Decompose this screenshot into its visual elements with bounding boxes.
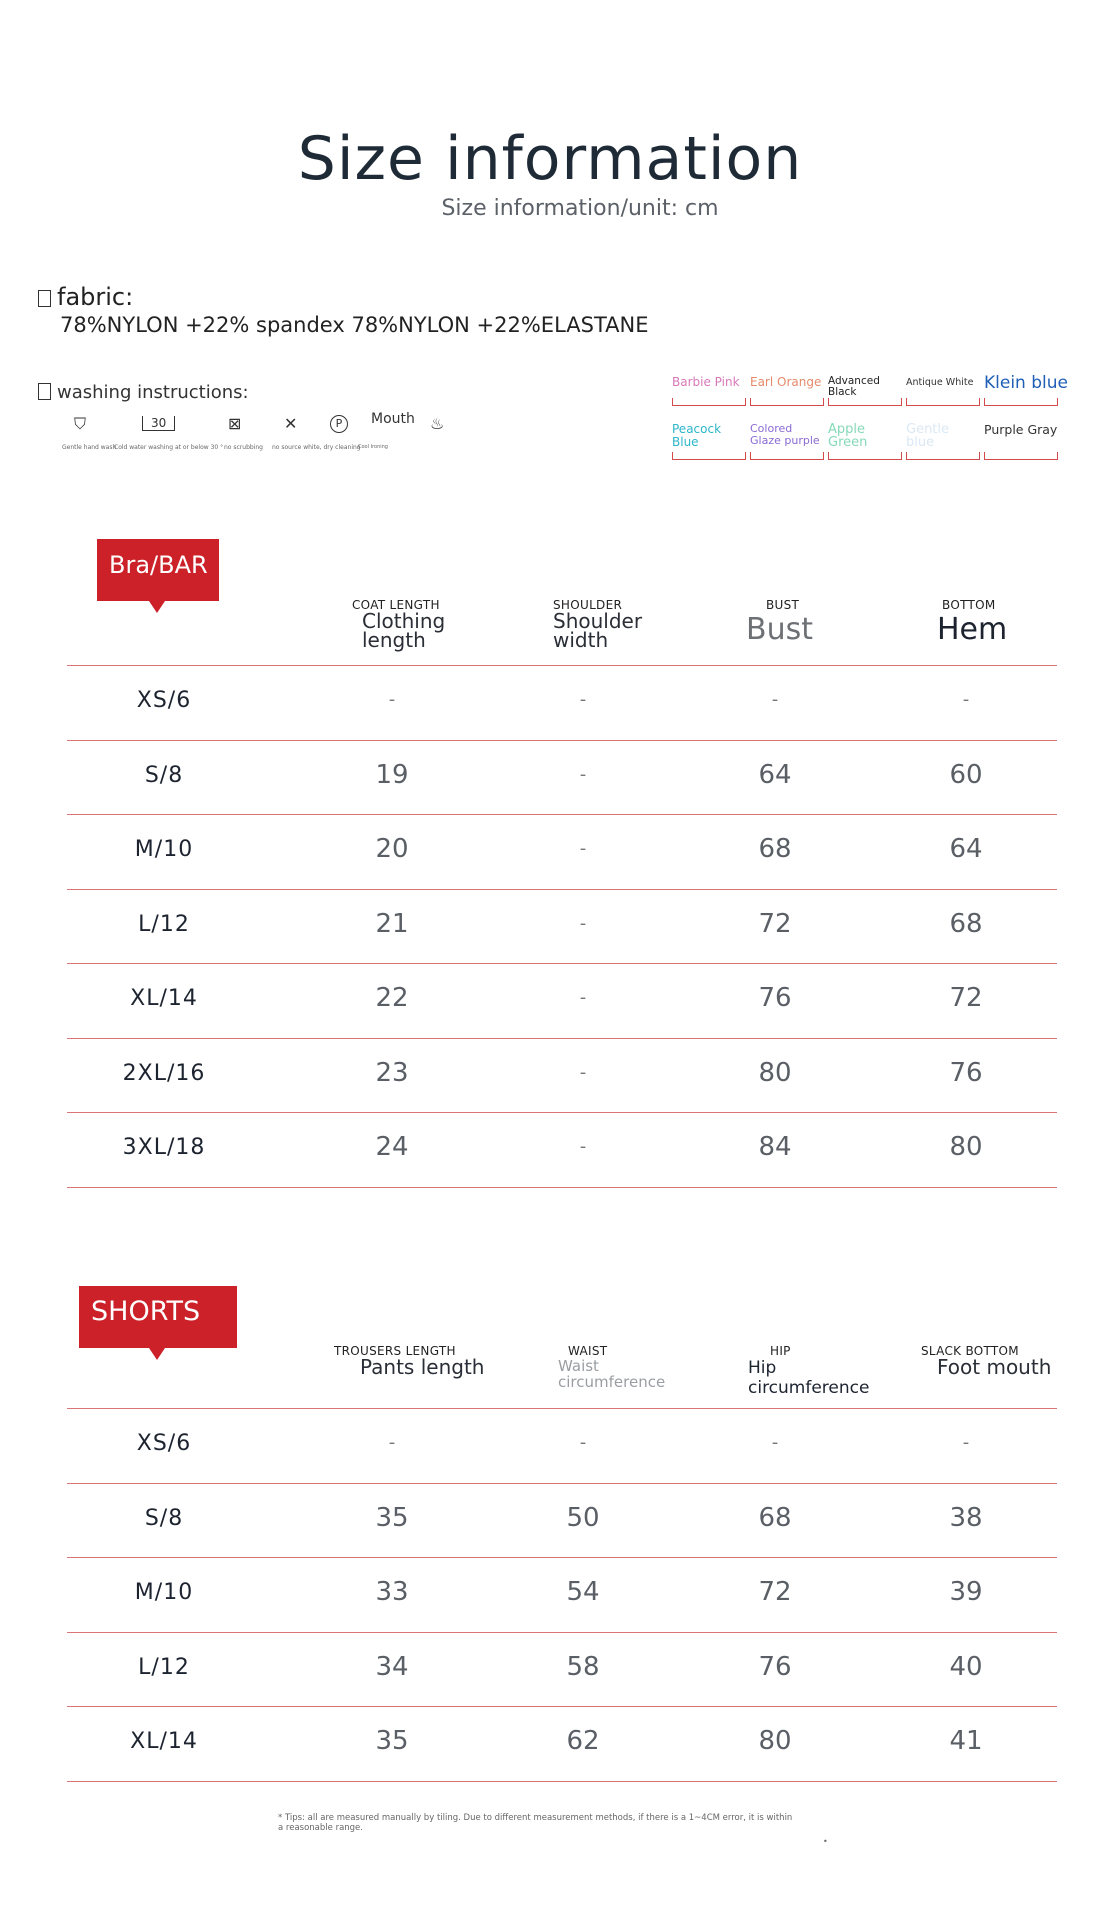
row-divider — [67, 1408, 1057, 1409]
size-cell: XL/14 — [130, 1729, 198, 1755]
header-big: Shoulder width — [553, 609, 643, 652]
icon-caption: no scrubbing — [224, 444, 263, 451]
value-cell: 20 — [375, 834, 409, 865]
value-cell: - — [771, 689, 779, 711]
icon-caption: Cool Ironing — [358, 444, 388, 450]
header-small: HIP — [770, 1344, 791, 1358]
tag-pointer — [149, 1348, 165, 1360]
swatch-bracket — [984, 398, 1058, 406]
color-swatch[interactable] — [672, 376, 746, 389]
tag-pointer — [149, 601, 165, 613]
row-divider — [67, 1781, 1057, 1782]
color-label: Antique White — [906, 377, 974, 388]
value-cell: 24 — [375, 1132, 409, 1163]
mouth-text: Mouth — [371, 411, 415, 427]
icon-caption: no source white, dry cleaning — [272, 444, 361, 451]
value-cell: 62 — [566, 1726, 600, 1757]
value-cell: - — [579, 912, 587, 934]
color-label: Barbie Pink — [672, 375, 740, 389]
checkbox-glyph-icon — [38, 383, 51, 400]
value-cell: 80 — [758, 1726, 792, 1757]
value-cell: 68 — [949, 908, 983, 939]
row-divider — [67, 1706, 1057, 1707]
color-label: Apple Green — [828, 422, 868, 450]
page-title: Size information — [297, 124, 803, 194]
checkbox-glyph-icon — [38, 290, 51, 307]
header-small: TROUSERS LENGTH — [334, 1344, 456, 1358]
value-cell: 35 — [375, 1726, 409, 1757]
value-cell: 76 — [949, 1057, 983, 1088]
value-cell: 72 — [949, 983, 983, 1014]
color-swatch[interactable] — [906, 376, 980, 389]
swatch-bracket — [906, 398, 980, 406]
value-cell: 50 — [566, 1502, 600, 1533]
value-cell: - — [579, 763, 587, 785]
row-divider — [67, 963, 1057, 964]
tips-note: * Tips: all are measured manually by tiling. Due to different measurement methods, if there is a 1~4CM error, it is within a reasonable range. — [278, 1813, 793, 1833]
header-small: SHOULDER — [553, 598, 623, 612]
header-big: Bust — [746, 612, 813, 647]
value-cell: 40 — [949, 1651, 983, 1682]
color-label: Colored Glaze purple — [750, 422, 820, 447]
size-cell: L/12 — [138, 911, 190, 937]
value-cell: 76 — [758, 1651, 792, 1682]
size-cell: 2XL/16 — [122, 1060, 206, 1086]
size-cell: XL/14 — [130, 986, 198, 1012]
value-cell: - — [771, 1432, 779, 1454]
header-big: Hip circumference — [748, 1358, 870, 1398]
swatch-bracket — [984, 452, 1058, 460]
bra-col-header — [746, 598, 866, 647]
size-cell: S/8 — [144, 1505, 184, 1531]
washing-label: washing instructions: — [38, 382, 249, 403]
value-cell: 22 — [375, 983, 409, 1014]
hand-wash-icon: ⛉ — [74, 414, 87, 433]
no-bleach-icon: ✕ — [284, 414, 298, 433]
fabric-label: fabric: — [38, 283, 133, 311]
no-tumble-dry-icon: ⊠ — [228, 414, 242, 433]
page-subtitle: Size information/unit: cm — [441, 196, 719, 221]
value-cell: 76 — [758, 983, 792, 1014]
value-cell: 54 — [566, 1577, 600, 1608]
color-label: Gentle blue — [906, 422, 950, 450]
shorts-col-header — [334, 1344, 514, 1377]
value-cell: 21 — [375, 908, 409, 939]
value-cell: 72 — [758, 1577, 792, 1608]
header-big: Waist circumference — [558, 1357, 666, 1391]
header-small: WAIST — [568, 1344, 608, 1358]
swatch-bracket — [750, 398, 824, 406]
shorts-col-header — [558, 1344, 708, 1390]
value-cell: 41 — [949, 1726, 983, 1757]
washing-icons — [62, 411, 462, 464]
row-divider — [67, 1632, 1057, 1633]
value-cell: - — [962, 1432, 970, 1454]
row-divider — [67, 1038, 1057, 1039]
bra-col-header — [352, 598, 492, 650]
value-cell: 58 — [566, 1651, 600, 1682]
color-swatch[interactable] — [750, 423, 824, 447]
iron-icon: ♨ — [430, 414, 445, 433]
value-cell: - — [579, 838, 587, 860]
bra-col-header — [937, 598, 1057, 647]
dot-mark: • — [823, 1837, 828, 1846]
header-big: Foot mouth — [937, 1355, 1052, 1379]
icon-caption: Gentle hand wash — [62, 444, 117, 451]
color-swatch[interactable] — [828, 423, 902, 449]
value-cell: 64 — [758, 759, 792, 790]
size-cell: L/12 — [138, 1654, 190, 1680]
header-small: BUST — [766, 598, 800, 612]
fabric-composition: 78%NYLON +22% spandex 78%NYLON +22%ELASTANE — [60, 313, 649, 337]
color-swatch[interactable] — [828, 376, 902, 398]
color-label: Klein blue — [984, 373, 1068, 393]
value-cell: 64 — [949, 834, 983, 865]
color-label: Purple Gray — [984, 422, 1058, 437]
row-divider — [67, 740, 1057, 741]
swatch-bracket — [750, 452, 824, 460]
value-cell: - — [579, 1432, 587, 1454]
header-small: COAT LENGTH — [352, 598, 440, 612]
header-big: Hem — [937, 612, 1008, 647]
color-label: Earl Orange — [750, 375, 822, 389]
row-divider — [67, 1483, 1057, 1484]
value-cell: - — [962, 689, 970, 711]
value-cell: 84 — [758, 1132, 792, 1163]
shorts-col-header — [921, 1344, 1061, 1377]
icon-caption: Cold water washing at or below 30 ° — [114, 444, 224, 451]
size-cell: 3XL/18 — [122, 1135, 206, 1161]
value-cell: - — [579, 987, 587, 1009]
value-cell: 23 — [375, 1057, 409, 1088]
wash-30-icon: 30 — [142, 416, 175, 431]
header-big: Clothing length — [362, 609, 446, 652]
color-label: Peacock Blue — [672, 422, 722, 449]
value-cell: 68 — [758, 1502, 792, 1533]
value-cell: - — [579, 1136, 587, 1158]
size-cell: XS/6 — [136, 688, 192, 714]
dry-clean-p-icon: P — [330, 415, 348, 433]
size-cell: S/8 — [144, 762, 184, 788]
swatch-bracket — [672, 398, 746, 406]
value-cell: 39 — [949, 1577, 983, 1608]
header-small: SLACK BOTTOM — [921, 1344, 1019, 1358]
swatch-bracket — [828, 398, 902, 406]
value-cell: - — [388, 689, 396, 711]
value-cell: 80 — [758, 1057, 792, 1088]
swatch-bracket — [906, 452, 980, 460]
value-cell: - — [579, 689, 587, 711]
swatch-bracket — [672, 452, 746, 460]
value-cell: 80 — [949, 1132, 983, 1163]
header-big: Pants length — [360, 1355, 485, 1379]
bra-col-header — [553, 598, 683, 650]
row-divider — [67, 1557, 1057, 1558]
value-cell: 19 — [375, 759, 409, 790]
bra-section-tag: Bra/BAR — [97, 539, 219, 601]
value-cell: 35 — [375, 1502, 409, 1533]
value-cell: 34 — [375, 1651, 409, 1682]
size-cell: XS/6 — [136, 1431, 192, 1457]
header-small: BOTTOM — [942, 598, 996, 612]
value-cell: - — [388, 1432, 396, 1454]
color-label: Advanced Black — [828, 375, 880, 398]
value-cell: 33 — [375, 1577, 409, 1608]
shorts-section-tag: SHORTS — [79, 1286, 237, 1348]
row-divider — [67, 889, 1057, 890]
color-swatch[interactable] — [672, 423, 746, 449]
shorts-col-header — [748, 1344, 898, 1398]
color-swatch[interactable] — [906, 423, 980, 449]
value-cell: 72 — [758, 908, 792, 939]
color-swatch[interactable] — [984, 423, 1074, 436]
row-divider — [67, 814, 1057, 815]
value-cell: - — [579, 1061, 587, 1083]
value-cell: 60 — [949, 759, 983, 790]
color-swatch[interactable] — [750, 376, 824, 389]
value-cell: 68 — [758, 834, 792, 865]
color-swatch[interactable] — [984, 374, 1074, 392]
size-cell: M/10 — [134, 1580, 194, 1606]
swatch-bracket — [828, 452, 902, 460]
color-swatches — [672, 373, 1072, 476]
size-cell: M/10 — [134, 837, 194, 863]
row-divider — [67, 1112, 1057, 1113]
row-divider — [67, 1187, 1057, 1188]
value-cell: 38 — [949, 1502, 983, 1533]
row-divider — [67, 665, 1057, 666]
